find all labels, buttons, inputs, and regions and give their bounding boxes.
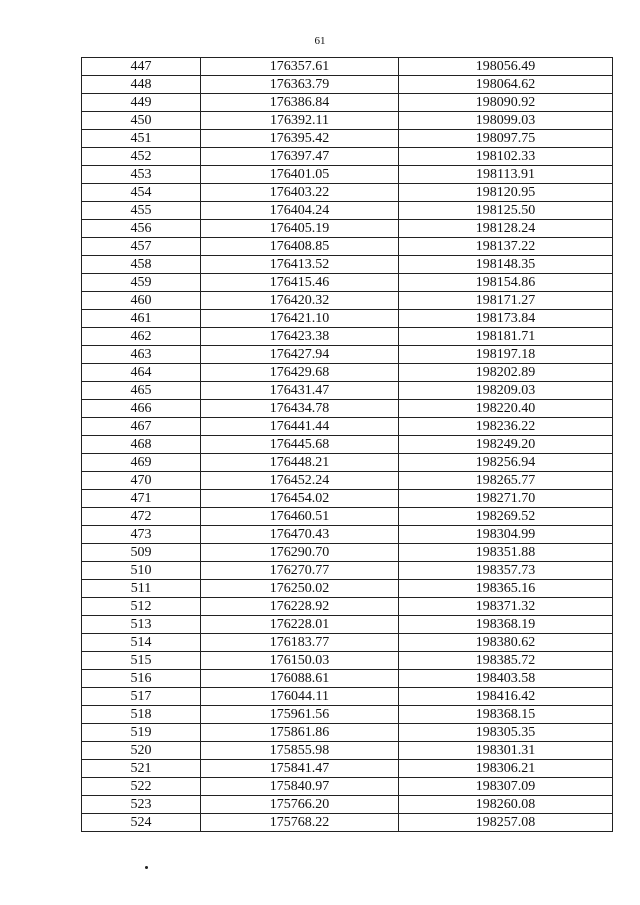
point-number-cell: 456 <box>82 220 201 238</box>
y-coordinate-cell: 198304.99 <box>399 526 613 544</box>
point-number-cell: 468 <box>82 436 201 454</box>
table-row <box>82 526 613 544</box>
y-coordinate-cell: 198357.73 <box>399 562 613 580</box>
x-coordinate-cell: 175855.98 <box>201 742 399 760</box>
y-coordinate-cell: 198197.18 <box>399 346 613 364</box>
y-coordinate-cell: 198154.86 <box>399 274 613 292</box>
point-number-cell: 455 <box>82 202 201 220</box>
point-number-cell: 467 <box>82 418 201 436</box>
y-coordinate-cell: 198102.33 <box>399 148 613 166</box>
point-number-cell: 515 <box>82 652 201 670</box>
table-row <box>82 166 613 184</box>
x-coordinate-cell: 176460.51 <box>201 508 399 526</box>
coordinates-table-body <box>82 58 613 832</box>
point-number-cell: 458 <box>82 256 201 274</box>
point-number-cell: 449 <box>82 94 201 112</box>
y-coordinate-cell: 198120.95 <box>399 184 613 202</box>
point-number-cell: 514 <box>82 634 201 652</box>
coordinates-table <box>81 57 613 832</box>
x-coordinate-cell: 176423.38 <box>201 328 399 346</box>
table-row <box>82 256 613 274</box>
table-row <box>82 706 613 724</box>
table-row <box>82 94 613 112</box>
point-number-cell: 519 <box>82 724 201 742</box>
point-number-cell: 517 <box>82 688 201 706</box>
x-coordinate-cell: 176413.52 <box>201 256 399 274</box>
x-coordinate-cell: 176404.24 <box>201 202 399 220</box>
y-coordinate-cell: 198368.19 <box>399 616 613 634</box>
y-coordinate-cell: 198260.08 <box>399 796 613 814</box>
point-number-cell: 454 <box>82 184 201 202</box>
y-coordinate-cell: 198097.75 <box>399 130 613 148</box>
table-row <box>82 184 613 202</box>
x-coordinate-cell: 176392.11 <box>201 112 399 130</box>
table-row <box>82 274 613 292</box>
y-coordinate-cell: 198148.35 <box>399 256 613 274</box>
x-coordinate-cell: 176421.10 <box>201 310 399 328</box>
y-coordinate-cell: 198090.92 <box>399 94 613 112</box>
point-number-cell: 461 <box>82 310 201 328</box>
x-coordinate-cell: 176427.94 <box>201 346 399 364</box>
y-coordinate-cell: 198064.62 <box>399 76 613 94</box>
x-coordinate-cell: 176403.22 <box>201 184 399 202</box>
point-number-cell: 509 <box>82 544 201 562</box>
y-coordinate-cell: 198365.16 <box>399 580 613 598</box>
x-coordinate-cell: 176454.02 <box>201 490 399 508</box>
x-coordinate-cell: 176420.32 <box>201 292 399 310</box>
point-number-cell: 448 <box>82 76 201 94</box>
x-coordinate-cell: 176431.47 <box>201 382 399 400</box>
x-coordinate-cell: 176386.84 <box>201 94 399 112</box>
y-coordinate-cell: 198257.08 <box>399 814 613 832</box>
point-number-cell: 471 <box>82 490 201 508</box>
x-coordinate-cell: 176434.78 <box>201 400 399 418</box>
table-row <box>82 58 613 76</box>
point-number-cell: 524 <box>82 814 201 832</box>
point-number-cell: 450 <box>82 112 201 130</box>
y-coordinate-cell: 198351.88 <box>399 544 613 562</box>
x-coordinate-cell: 176452.24 <box>201 472 399 490</box>
x-coordinate-cell: 175841.47 <box>201 760 399 778</box>
x-coordinate-cell: 176405.19 <box>201 220 399 238</box>
point-number-cell: 466 <box>82 400 201 418</box>
point-number-cell: 522 <box>82 778 201 796</box>
table-row <box>82 508 613 526</box>
x-coordinate-cell: 175766.20 <box>201 796 399 814</box>
y-coordinate-cell: 198249.20 <box>399 436 613 454</box>
y-coordinate-cell: 198171.27 <box>399 292 613 310</box>
table-row <box>82 814 613 832</box>
x-coordinate-cell: 176395.42 <box>201 130 399 148</box>
x-coordinate-cell: 176470.43 <box>201 526 399 544</box>
y-coordinate-cell: 198307.09 <box>399 778 613 796</box>
table-row <box>82 202 613 220</box>
y-coordinate-cell: 198220.40 <box>399 400 613 418</box>
y-coordinate-cell: 198305.35 <box>399 724 613 742</box>
x-coordinate-cell: 176357.61 <box>201 58 399 76</box>
point-number-cell: 460 <box>82 292 201 310</box>
point-number-cell: 511 <box>82 580 201 598</box>
point-number-cell: 465 <box>82 382 201 400</box>
point-number-cell: 459 <box>82 274 201 292</box>
y-coordinate-cell: 198137.22 <box>399 238 613 256</box>
x-coordinate-cell: 176228.01 <box>201 616 399 634</box>
x-coordinate-cell: 175861.86 <box>201 724 399 742</box>
table-row <box>82 436 613 454</box>
table-row <box>82 130 613 148</box>
table-row <box>82 346 613 364</box>
x-coordinate-cell: 176183.77 <box>201 634 399 652</box>
y-coordinate-cell: 198265.77 <box>399 472 613 490</box>
y-coordinate-cell: 198371.32 <box>399 598 613 616</box>
point-number-cell: 513 <box>82 616 201 634</box>
y-coordinate-cell: 198269.52 <box>399 508 613 526</box>
x-coordinate-cell: 176150.03 <box>201 652 399 670</box>
point-number-cell: 453 <box>82 166 201 184</box>
point-number-cell: 469 <box>82 454 201 472</box>
point-number-cell: 472 <box>82 508 201 526</box>
point-number-cell: 512 <box>82 598 201 616</box>
x-coordinate-cell: 175768.22 <box>201 814 399 832</box>
x-coordinate-cell: 176088.61 <box>201 670 399 688</box>
x-coordinate-cell: 176429.68 <box>201 364 399 382</box>
x-coordinate-cell: 175961.56 <box>201 706 399 724</box>
y-coordinate-cell: 198416.42 <box>399 688 613 706</box>
x-coordinate-cell: 176044.11 <box>201 688 399 706</box>
table-row <box>82 364 613 382</box>
y-coordinate-cell: 198256.94 <box>399 454 613 472</box>
table-row <box>82 724 613 742</box>
table-row <box>82 400 613 418</box>
table-row <box>82 454 613 472</box>
x-coordinate-cell: 175840.97 <box>201 778 399 796</box>
point-number-cell: 457 <box>82 238 201 256</box>
x-coordinate-cell: 176228.92 <box>201 598 399 616</box>
y-coordinate-cell: 198236.22 <box>399 418 613 436</box>
point-number-cell: 447 <box>82 58 201 76</box>
table-row <box>82 670 613 688</box>
x-coordinate-cell: 176270.77 <box>201 562 399 580</box>
table-row <box>82 382 613 400</box>
stray-dot-mark <box>145 866 148 869</box>
y-coordinate-cell: 198125.50 <box>399 202 613 220</box>
table-row <box>82 112 613 130</box>
point-number-cell: 462 <box>82 328 201 346</box>
y-coordinate-cell: 198202.89 <box>399 364 613 382</box>
table-row <box>82 778 613 796</box>
table-row <box>82 598 613 616</box>
y-coordinate-cell: 198056.49 <box>399 58 613 76</box>
x-coordinate-cell: 176408.85 <box>201 238 399 256</box>
point-number-cell: 516 <box>82 670 201 688</box>
y-coordinate-cell: 198306.21 <box>399 760 613 778</box>
table-row <box>82 220 613 238</box>
y-coordinate-cell: 198368.15 <box>399 706 613 724</box>
table-row <box>82 490 613 508</box>
table-row <box>82 292 613 310</box>
point-number-cell: 463 <box>82 346 201 364</box>
point-number-cell: 470 <box>82 472 201 490</box>
table-row <box>82 634 613 652</box>
point-number-cell: 518 <box>82 706 201 724</box>
page-number: 61 <box>314 35 326 47</box>
x-coordinate-cell: 176448.21 <box>201 454 399 472</box>
point-number-cell: 473 <box>82 526 201 544</box>
table-row <box>82 796 613 814</box>
y-coordinate-cell: 198403.58 <box>399 670 613 688</box>
point-number-cell: 464 <box>82 364 201 382</box>
point-number-cell: 521 <box>82 760 201 778</box>
x-coordinate-cell: 176290.70 <box>201 544 399 562</box>
x-coordinate-cell: 176415.46 <box>201 274 399 292</box>
y-coordinate-cell: 198181.71 <box>399 328 613 346</box>
x-coordinate-cell: 176363.79 <box>201 76 399 94</box>
table-row <box>82 580 613 598</box>
table-row <box>82 544 613 562</box>
table-row <box>82 562 613 580</box>
table-row <box>82 418 613 436</box>
y-coordinate-cell: 198113.91 <box>399 166 613 184</box>
table-row <box>82 742 613 760</box>
y-coordinate-cell: 198301.31 <box>399 742 613 760</box>
x-coordinate-cell: 176397.47 <box>201 148 399 166</box>
y-coordinate-cell: 198099.03 <box>399 112 613 130</box>
table-row <box>82 310 613 328</box>
x-coordinate-cell: 176250.02 <box>201 580 399 598</box>
x-coordinate-cell: 176441.44 <box>201 418 399 436</box>
point-number-cell: 452 <box>82 148 201 166</box>
x-coordinate-cell: 176401.05 <box>201 166 399 184</box>
y-coordinate-cell: 198385.72 <box>399 652 613 670</box>
table-row <box>82 328 613 346</box>
point-number-cell: 510 <box>82 562 201 580</box>
table-row <box>82 148 613 166</box>
y-coordinate-cell: 198173.84 <box>399 310 613 328</box>
point-number-cell: 520 <box>82 742 201 760</box>
table-row <box>82 652 613 670</box>
table-row <box>82 688 613 706</box>
y-coordinate-cell: 198209.03 <box>399 382 613 400</box>
table-row <box>82 472 613 490</box>
y-coordinate-cell: 198128.24 <box>399 220 613 238</box>
table-row <box>82 238 613 256</box>
table-row <box>82 616 613 634</box>
table-row <box>82 76 613 94</box>
table-row <box>82 760 613 778</box>
point-number-cell: 451 <box>82 130 201 148</box>
y-coordinate-cell: 198271.70 <box>399 490 613 508</box>
point-number-cell: 523 <box>82 796 201 814</box>
x-coordinate-cell: 176445.68 <box>201 436 399 454</box>
y-coordinate-cell: 198380.62 <box>399 634 613 652</box>
